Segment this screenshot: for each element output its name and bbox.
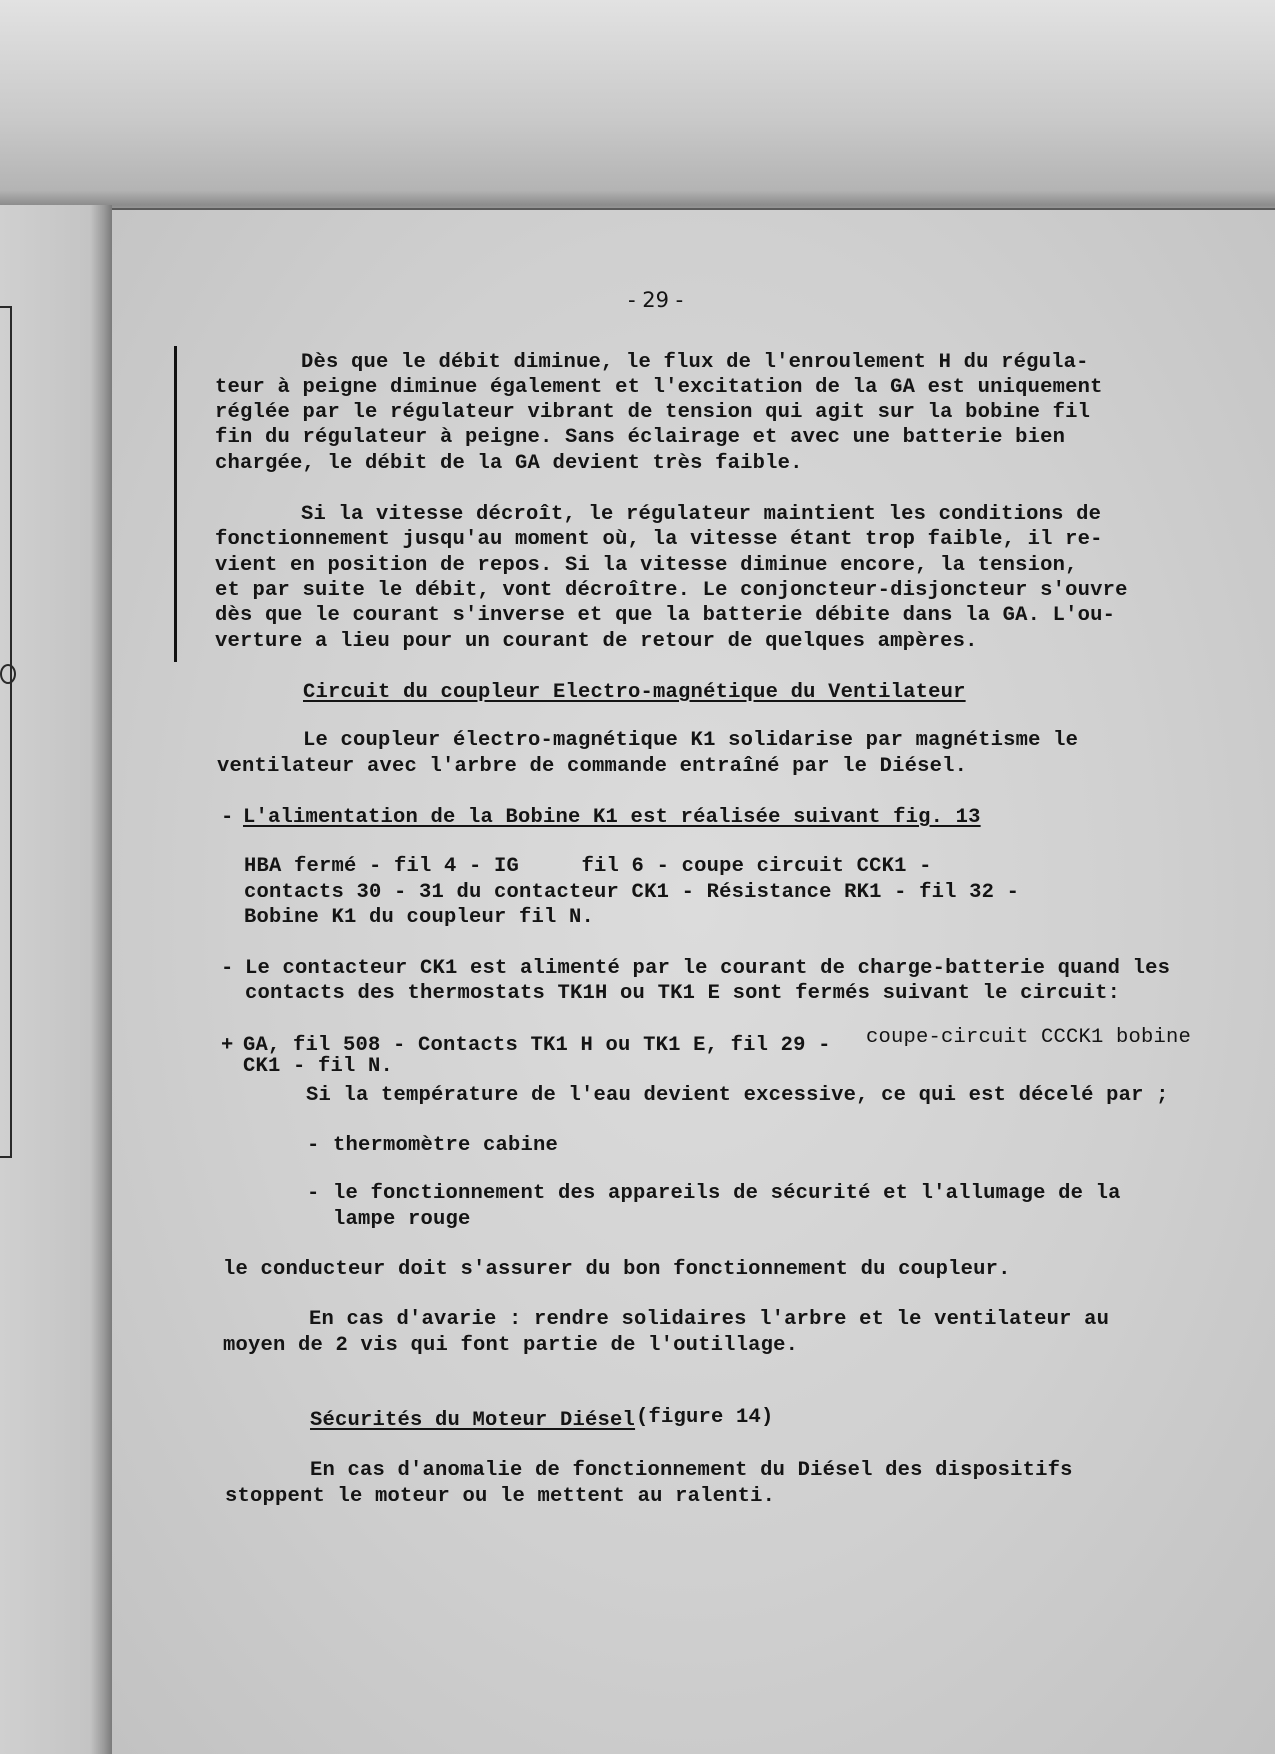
page-number: - 29 - xyxy=(628,288,684,312)
previous-page-frame xyxy=(0,306,12,1158)
item1-line-3: Bobine K1 du coupleur fil N. xyxy=(244,906,595,929)
avarie-line-2: moyen de 2 vis qui font partie de l'outillage. xyxy=(223,1334,799,1357)
sub-item-securite-line-1: le fonctionnement des appareils de sécurité et l'allumage de la xyxy=(333,1182,1121,1205)
alimentation-bobine-heading: L'alimentation de la Bobine K1 est réalisée suivant fig. 13 xyxy=(243,806,981,829)
paragraph-1-line-3: réglée par le régulateur vibrant de tension qui agit sur la bobine fil xyxy=(215,401,1091,424)
item2-line-1: Le contacteur CK1 est alimenté par le courant de charge-batterie quand les xyxy=(245,957,1171,980)
section-heading-securites-figure-ref: (figure 14) xyxy=(636,1406,774,1429)
sub-dash-1: - xyxy=(307,1134,320,1157)
paragraph-1-line-5: chargée, le débit de la GA devient très faible. xyxy=(215,452,803,475)
conclusion-line: le conducteur doit s'assurer du bon fonctionnement du coupleur. xyxy=(223,1258,1011,1281)
paragraph-2-line-3: vient en position de repos. Si la vitesse diminue encore, la tension, xyxy=(215,554,1078,577)
item1-line-1: HBA fermé - fil 4 - IG fil 6 - coupe circuit CCK1 - xyxy=(244,855,932,878)
list-dash-1: - xyxy=(221,806,234,829)
paragraph-1-line-1: Dès que le débit diminue, le flux de l'enroulement H du régula- xyxy=(301,351,1089,374)
section-heading-securites: Sécurités du Moteur Diésel xyxy=(310,1409,636,1432)
coupleur-intro-line-1: Le coupleur électro-magnétique K1 solidarise par magnétisme le xyxy=(303,729,1079,752)
section-heading-coupleur: Circuit du coupleur Electro-magnétique du Ventilateur xyxy=(303,681,966,704)
item3-line-2: CK1 - fil N. xyxy=(243,1055,394,1078)
item2-line-2: contacts des thermostats TK1H ou TK1 E sont fermés suivant le circuit: xyxy=(245,982,1121,1005)
securites-line-1: En cas d'anomalie de fonctionnement du Diésel des dispositifs xyxy=(310,1459,1073,1482)
securites-line-2: stoppent le moteur ou le mettent au ralenti. xyxy=(225,1485,776,1508)
sub-dash-2: - xyxy=(307,1182,320,1205)
item3-line-1: GA, fil 508 - Contacts TK1 H ou TK1 E, fil 29 - xyxy=(243,1034,831,1057)
item3-line-1-typed-insert: coupe-circuit CCCK1 bobine xyxy=(866,1026,1192,1049)
list-plus-3: + xyxy=(221,1034,234,1057)
paragraph-2-line-5: dès que le courant s'inverse et que la batterie débite dans la GA. L'ou- xyxy=(215,604,1116,627)
paragraph-1-line-4: fin du régulateur à peigne. Sans éclairage et avec une batterie bien xyxy=(215,426,1066,449)
paragraph-1-line-2: teur à peigne diminue également et l'excitation de la GA est uniquement xyxy=(215,376,1103,399)
list-dash-2: - xyxy=(221,957,234,980)
paragraph-2-line-2: fonctionnement jusqu'au moment où, la vitesse étant trop faible, il re- xyxy=(215,528,1103,551)
paragraph-2-line-6: verture a lieu pour un courant de retour de quelques ampères. xyxy=(215,630,978,653)
coupleur-intro-line-2: ventilateur avec l'arbre de commande entraîné par le Diésel. xyxy=(217,755,968,778)
paragraph-2-line-1: Si la vitesse décroît, le régulateur maintient les conditions de xyxy=(301,503,1102,526)
previous-page-circle-mark xyxy=(0,664,16,684)
sub-item-securite-line-2: lampe rouge xyxy=(333,1208,471,1231)
sub-item-thermometre: thermomètre cabine xyxy=(333,1134,559,1157)
avarie-line-1: En cas d'avarie : rendre solidaires l'arbre et le ventilateur au xyxy=(309,1308,1110,1331)
item1-line-2: contacts 30 - 31 du contacteur CK1 - Résistance RK1 - fil 32 - xyxy=(244,881,1020,904)
binder-edge xyxy=(0,205,112,1754)
temperature-line: Si la température de l'eau devient excessive, ce qui est décelé par ; xyxy=(306,1084,1169,1107)
margin-revision-bar xyxy=(174,346,177,662)
paragraph-2-line-4: et par suite le débit, vont décroître. Le conjoncteur-disjoncteur s'ouvre xyxy=(215,579,1128,602)
